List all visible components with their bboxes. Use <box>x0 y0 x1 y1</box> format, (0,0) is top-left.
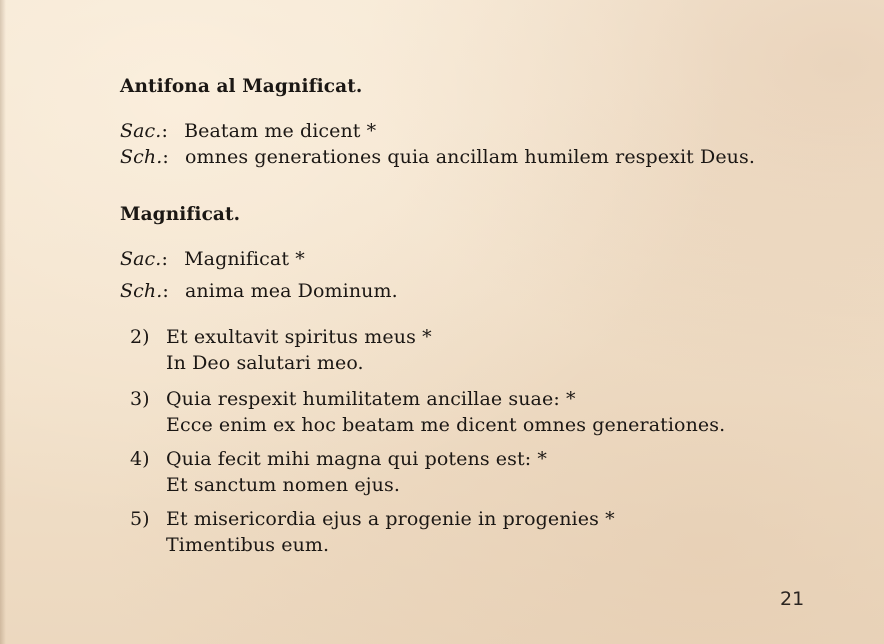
verse-line-second: Ecce enim ex hoc beatam me dicent omnes generationes. <box>166 414 726 436</box>
verse-line-second: Et sanctum nomen ejus. <box>166 474 401 496</box>
chant-text: Magnificat * <box>184 248 305 270</box>
verse-line-first: Et exultavit spiritus meus * <box>166 326 432 348</box>
role-separator: : <box>162 280 169 302</box>
page-spine-shadow <box>0 0 6 644</box>
verse-line-second: Timentibus eum. <box>166 534 330 556</box>
verse-line-sch-1 <box>120 146 755 168</box>
chant-text: Beatam me dicent * <box>184 120 377 142</box>
role-label-sch: Sch. <box>120 146 163 168</box>
section-heading-magnificat: Magnificat. <box>120 204 241 225</box>
chant-text: omnes generationes quia ancillam humilem respexit Deus. <box>185 146 756 168</box>
role-label-sac: Sac. <box>120 120 162 142</box>
verse-line-first: Et misericordia ejus a progenie in progenies * <box>166 508 615 530</box>
verse-line-second: In Deo salutari meo. <box>166 352 364 374</box>
verse-number: 5) <box>130 508 150 530</box>
role-separator: : <box>161 120 168 142</box>
section-heading-antiphon: Antifona al Magnificat. <box>120 76 363 97</box>
verse-line-first: Quia fecit mihi magna qui potens est: * <box>166 448 547 470</box>
role-separator: : <box>161 248 168 270</box>
verse-line-first: Quia respexit humilitatem ancillae suae: * <box>166 388 576 410</box>
role-label-sch: Sch. <box>120 280 163 302</box>
page-number: 21 <box>780 588 805 610</box>
verse-line-sch-2 <box>120 280 398 302</box>
role-label-sac: Sac. <box>120 248 162 270</box>
verse-line-sac-2 <box>120 248 305 270</box>
role-separator: : <box>162 146 169 168</box>
verse-number: 2) <box>130 326 150 348</box>
verse-number: 3) <box>130 388 150 410</box>
verse-line-sac-1 <box>120 120 376 142</box>
chant-text: anima mea Dominum. <box>185 280 398 302</box>
verse-number: 4) <box>130 448 150 470</box>
